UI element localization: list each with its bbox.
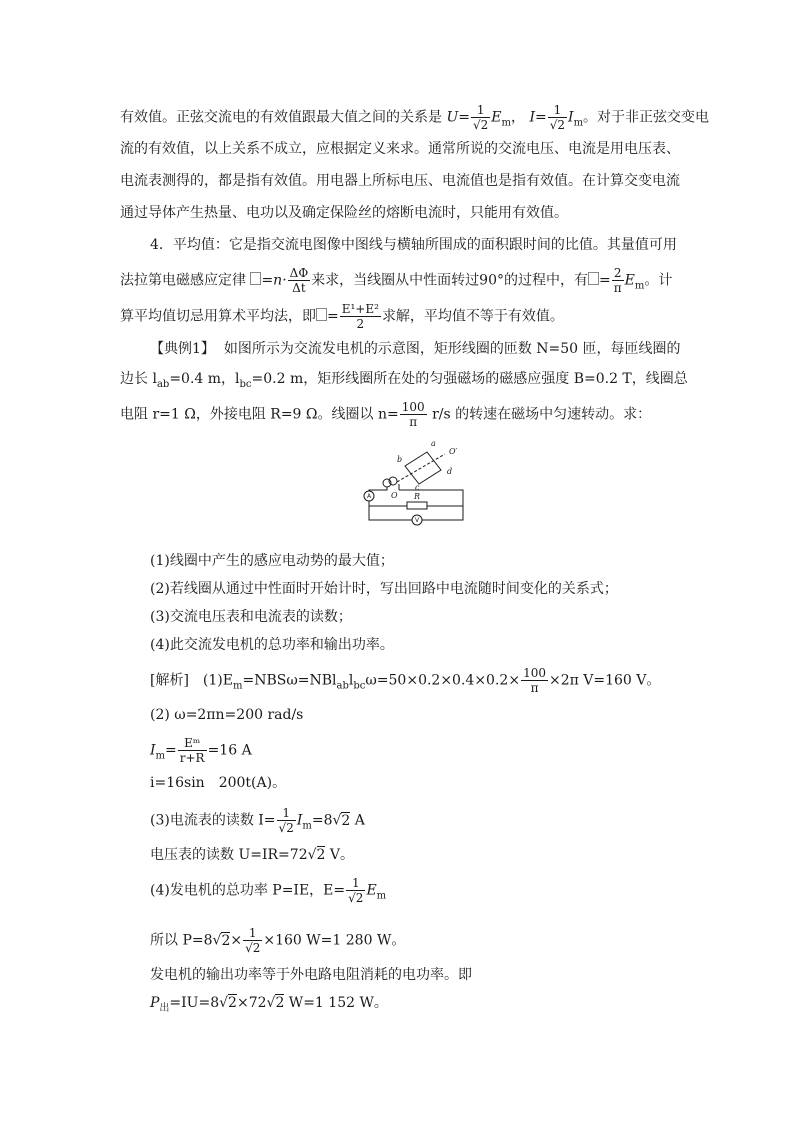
solution-line: 电压表的读数 U=IR=72√2 V。 — [150, 847, 355, 863]
coil-rectangle — [405, 452, 441, 484]
paragraph-line: 流的有效值，以上关系不成立，应根据定义来求。通常所说的交流电压、电流是用电压表、 — [120, 141, 680, 157]
question-item: (4)此交流发电机的总功率和输出功率。 — [150, 637, 394, 653]
label-b: b — [397, 455, 403, 464]
generator-circuit-figure — [355, 430, 467, 538]
solution-line: $P_出=IU=8√2\times 72√2$ W=1 152 W。 — [150, 995, 388, 1014]
label-c: c — [415, 483, 420, 492]
resistor-R — [407, 502, 427, 509]
paragraph-line: 4．平均值：它是指交流电图像中图线与横轴所围成的面积跟时间的比值。其量值可用 — [150, 237, 677, 253]
example-line: 边长 $l_{ab}=0.4$ m，$l_{bc}=0.2$ m，矩形线圈所在处的匀强磁场的磁感应强度 B=0.2 T，线圈总 — [120, 371, 688, 390]
label-a: a — [431, 439, 436, 448]
solution-line: [解析] $(1)E_m=NBS\omega=NBl_{ab}l_{bc}\omega=50\times 0.2\times 0.4\times 0.2\times$ $\frac{100}{\pi}$ ×2π V=160 V。 — [150, 666, 661, 695]
solution-line: (4)发电机的总功率 P=IE，E= $\frac{1}{√2}$ $E_m$ — [150, 876, 387, 905]
paragraph-line: 电流表测得的，都是指有效值。用电器上所标电压、电流值也是指有效值。在计算交变电流 — [120, 173, 680, 189]
example-line: 【典例1】 如图所示为交流发电机的示意图，矩形线圈的匝数 N=50 匝，每匝线圈的 — [150, 341, 681, 357]
solution-line: 发电机的输出功率等于外电路电阻消耗的电功率。即 — [150, 967, 472, 983]
solution-line: 所以 P=8√2× $\frac{1}{√2}$ ×160 W=1 280 W。 — [150, 926, 406, 955]
label-O: O — [391, 491, 398, 500]
question-item: (2)若线圈从通过中性面时开始计时，写出回路中电流随时间变化的关系式； — [150, 581, 618, 597]
label-d: d — [447, 467, 453, 476]
question-item: (1)线圈中产生的感应电动势的最大值； — [150, 553, 394, 569]
paragraph-line: 有效值。正弦交流电的有效值跟最大值之间的关系是 U= $\frac{1}{√2}$ $E_m$， I= $\frac{1}{√2}$ $I_m$。对于非正弦交变电 — [120, 103, 710, 132]
solution-line: (2) ω=2πn=200 rad/s — [150, 707, 304, 723]
formula-line: 法拉第电磁感应定律 =n· $\frac{\Delta\Phi}{\Delta t}$ 来求，当线圈从中性面转过90°的过程中，有 = $\frac{2}{\pi}$ $E_m$。计 — [120, 266, 673, 295]
solution-line: i=16sin 200t(A)。 — [150, 775, 287, 791]
question-item: (3)交流电压表和电流表的读数； — [150, 609, 352, 625]
example-line: 电阻 r=1 Ω，外接电阻 R=9 Ω。线圈以 n= $\frac{100}{\pi}$ r/s 的转速在磁场中匀速转动。求： — [120, 400, 652, 429]
solution-line: (3)电流表的读数 I= $\frac{1}{√2}$ $I_m=8√2$ A — [150, 806, 365, 835]
paragraph-line: 通过导体产生热量、电功以及确定保险丝的熔断电流时，只能用有效值。 — [120, 205, 568, 221]
label-O-prime: O′ — [449, 447, 458, 456]
ammeter-label: A — [366, 493, 372, 500]
rotation-axis — [397, 454, 445, 482]
label-R: R — [414, 492, 421, 501]
voltmeter-label: V — [414, 517, 420, 524]
formula-line: 算平均值切忌用算术平均法，即 = $\frac{\text{E¹+E²}}{2}$ 求解，平均值不等于有效值。 — [120, 302, 564, 331]
solution-line: $I_m=$ $\frac{\text{Eᵐ}}{r+R}$ =16 A — [150, 736, 252, 765]
